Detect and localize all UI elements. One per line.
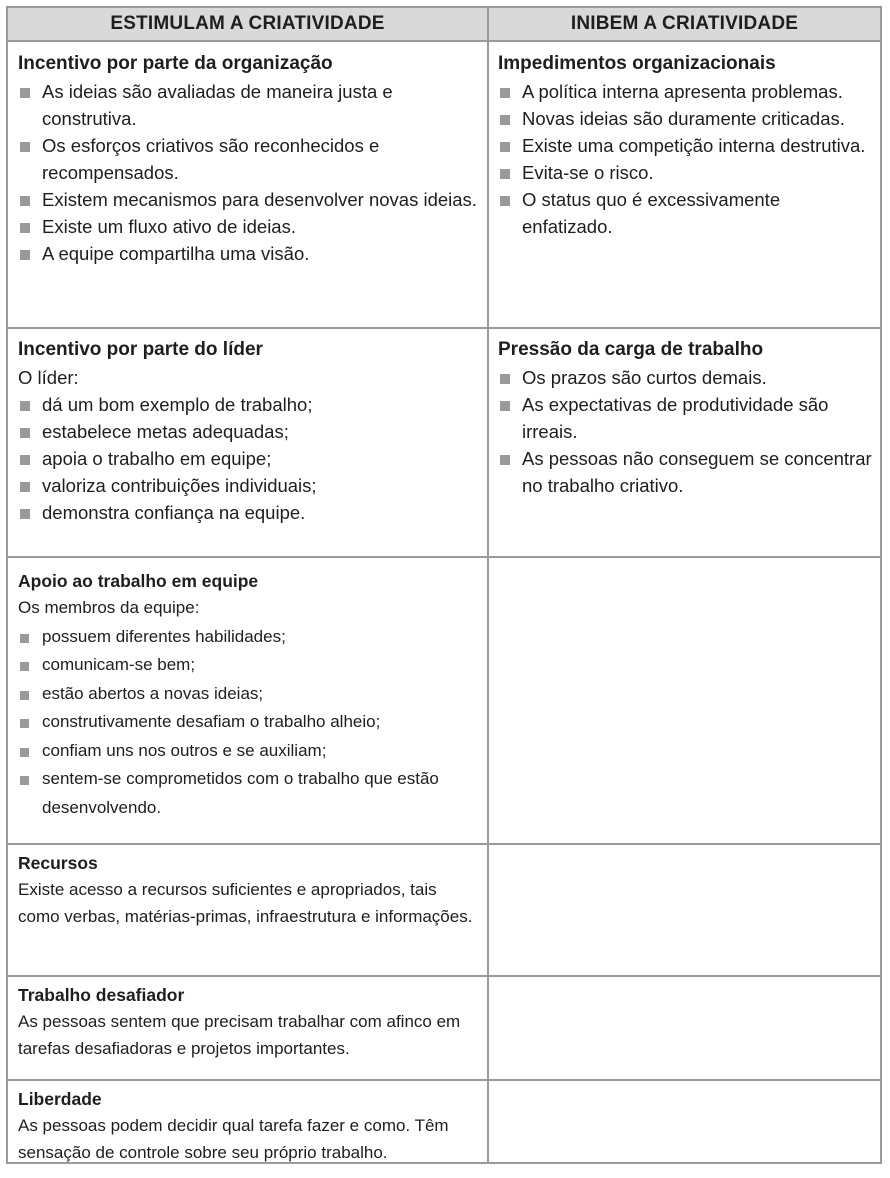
cell-title: Incentivo por parte da organização bbox=[18, 53, 333, 74]
list-item: As ideias são avaliadas de maneira justa e construtiva. bbox=[18, 78, 480, 132]
cell-text: As pessoas podem decidir qual tarefa fazer e como. Têm sensação de controle sobre seu próprio trabalho. bbox=[18, 1116, 449, 1162]
list-item: dá um bom exemplo de trabalho; bbox=[18, 391, 480, 418]
cell-title: Liberdade bbox=[18, 1089, 102, 1109]
cell-intro: O líder: bbox=[18, 367, 79, 388]
row-divider bbox=[8, 327, 880, 329]
list-item: comunicam-se bem; bbox=[18, 651, 480, 680]
bullet-list bbox=[498, 78, 874, 240]
cell-title: Incentivo por parte do líder bbox=[18, 339, 263, 360]
list-item: As pessoas não conseguem se concentrar no trabalho criativo. bbox=[498, 445, 874, 499]
cell-organizational-impediments bbox=[498, 50, 874, 240]
list-item: Os prazos são curtos demais. bbox=[498, 364, 874, 391]
list-item: estão abertos a novas ideias; bbox=[18, 680, 480, 709]
list-item: demonstra confiança na equipe. bbox=[18, 499, 480, 526]
cell-text: Existe acesso a recursos suficientes e apropriados, tais como verbas, matérias-primas, infraestrutura e informações. bbox=[18, 880, 473, 926]
cell-organization-incentive bbox=[18, 50, 480, 267]
list-item: Novas ideias são duramente criticadas. bbox=[498, 105, 874, 132]
cell-title: Apoio ao trabalho em equipe bbox=[18, 571, 259, 591]
list-item: As expectativas de produtividade são irreais. bbox=[498, 391, 874, 445]
list-item: apoia o trabalho em equipe; bbox=[18, 445, 480, 472]
cell-title: Impedimentos organizacionais bbox=[498, 53, 776, 74]
row-divider bbox=[8, 556, 880, 558]
row-divider bbox=[8, 843, 880, 845]
column-divider bbox=[487, 8, 489, 1162]
list-item: A política interna apresenta problemas. bbox=[498, 78, 874, 105]
header-stimulate: ESTIMULAM A CRIATIVIDADE bbox=[8, 8, 487, 42]
bullet-list bbox=[498, 364, 874, 499]
cell-title: Pressão da carga de trabalho bbox=[498, 339, 764, 360]
list-item: estabelece metas adequadas; bbox=[18, 418, 480, 445]
list-item: O status quo é excessivamente enfatizado. bbox=[498, 186, 874, 240]
list-item: construtivamente desafiam o trabalho alheio; bbox=[18, 708, 480, 737]
cell-teamwork-support bbox=[18, 568, 480, 822]
cell-leader-incentive bbox=[18, 336, 480, 526]
row-divider bbox=[8, 1079, 880, 1081]
list-item: sentem-se comprometidos com o trabalho que estão desenvolvendo. bbox=[18, 765, 480, 822]
cell-resources bbox=[18, 850, 480, 930]
cell-challenging-work bbox=[18, 982, 480, 1062]
list-item: A equipe compartilha uma visão. bbox=[18, 240, 480, 267]
creativity-factors-table bbox=[6, 6, 882, 1164]
bullet-list bbox=[18, 623, 480, 823]
cell-workload-pressure bbox=[498, 336, 874, 499]
list-item: valoriza contribuições individuais; bbox=[18, 472, 480, 499]
bullet-list bbox=[18, 391, 480, 526]
list-item: Os esforços criativos são reconhecidos e recompensados. bbox=[18, 132, 480, 186]
cell-title: Recursos bbox=[18, 853, 98, 873]
list-item: possuem diferentes habilidades; bbox=[18, 623, 480, 652]
bullet-list bbox=[18, 78, 480, 267]
list-item: Existe uma competição interna destrutiva. bbox=[498, 132, 874, 159]
cell-title: Trabalho desafiador bbox=[18, 985, 185, 1005]
cell-intro: Os membros da equipe: bbox=[18, 598, 200, 617]
cell-freedom bbox=[18, 1086, 480, 1166]
list-item: Evita-se o risco. bbox=[498, 159, 874, 186]
list-item: Existe um fluxo ativo de ideias. bbox=[18, 213, 480, 240]
list-item: confiam uns nos outros e se auxiliam; bbox=[18, 737, 480, 766]
cell-text: As pessoas sentem que precisam trabalhar com afinco em tarefas desafiadoras e projetos importantes. bbox=[18, 1012, 461, 1058]
header-inhibit: INIBEM A CRIATIVIDADE bbox=[489, 8, 880, 42]
row-divider bbox=[8, 975, 880, 977]
list-item: Existem mecanismos para desenvolver novas ideias. bbox=[18, 186, 480, 213]
